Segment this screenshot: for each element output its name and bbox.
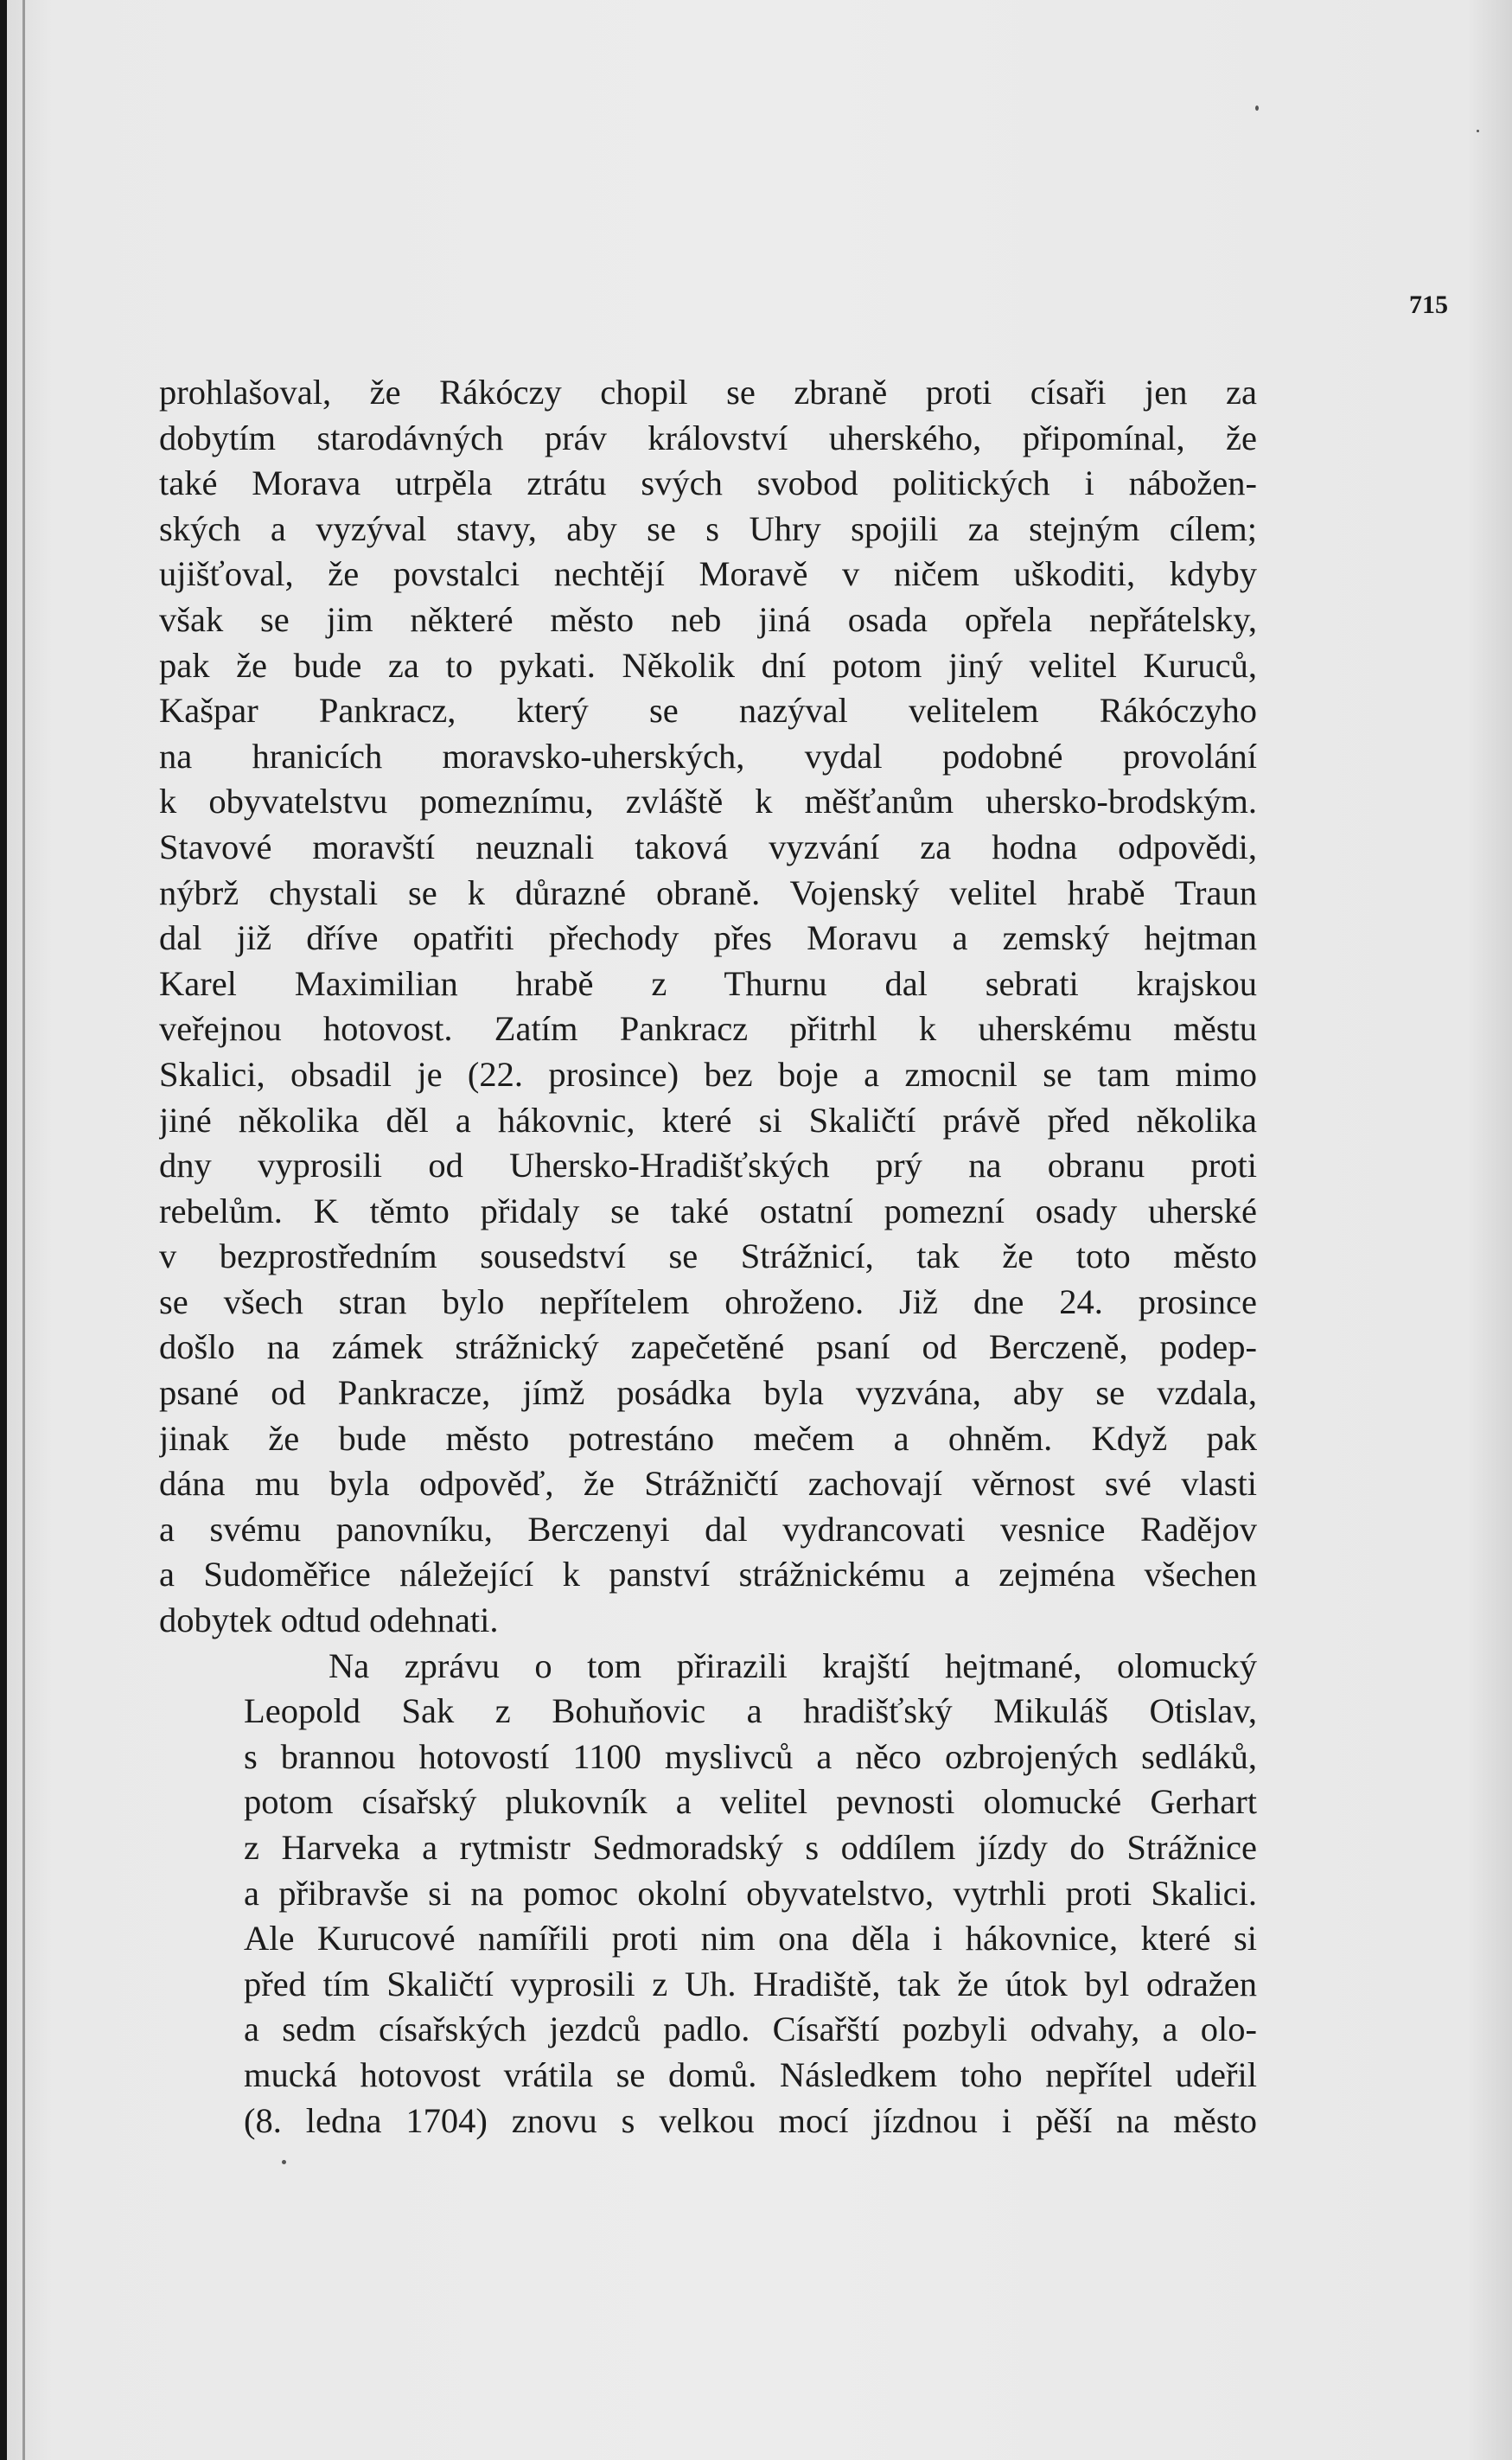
text-line: Stavové moravští neuznali taková vyzvání za hodna odpovědi, — [159, 827, 1257, 866]
text-line: na hranicích moravsko-uherských, vydal podobné provolání — [159, 736, 1257, 776]
text-line: ujišťoval, že povstalci nechtějí Moravě v ničem uškoditi, kdyby — [159, 554, 1257, 594]
text-line: dny vyprosili od Uhersko-Hradišťských prý na obranu proti — [159, 1146, 1257, 1185]
text-line: a svému panovníku, Berczenyi dal vydrancovati vesnice Radějov — [159, 1509, 1257, 1549]
text-line: a sedm císařských jezdců padlo. Císařští pozbyli odvahy, a olo- — [244, 2010, 1257, 2049]
text-line: jinak že bude město potrestáno mečem a ohněm. Když pak — [159, 1418, 1257, 1458]
text-line: psané od Pankracze, jímž posádka byla vyzvána, aby se vzdala, — [159, 1373, 1257, 1413]
text-line: došlo na zámek strážnický zapečetěné psaní od Berczeně, podep- — [159, 1327, 1257, 1367]
paragraph-2 — [159, 1644, 1257, 2144]
text-line: z Harveka a rytmistr Sedmoradský s oddílem jízdy do Strážnice — [244, 1828, 1257, 1867]
text-line: veřejnou hotovost. Zatím Pankracz přitrhl k uherskému městu — [159, 1009, 1257, 1049]
text-line: ských a vyzýval stavy, aby se s Uhry spojili za stejným cílem; — [159, 508, 1257, 548]
text-line: jiné několika děl a hákovnic, které si Skaličtí právě před několika — [159, 1100, 1257, 1140]
text-line: před tím Skaličtí vyprosili z Uh. Hradiště, tak že útok byl odražen — [244, 1964, 1257, 2003]
text-line: také Morava utrpěla ztrátu svých svobod politických i nábožen- — [159, 463, 1257, 503]
text-line: a Sudoměřice náležející k panství strážnickému a zejména všechen — [159, 1555, 1257, 1594]
scan-speck — [282, 2160, 286, 2164]
text-line: s brannou hotovostí 1100 myslivců a něco ozbrojených sedláků, — [244, 1736, 1257, 1776]
text-line: však se jim některé město neb jiná osada opřela nepřátelsky, — [159, 599, 1257, 639]
text-line: Na zprávu o tom přirazili krajští hejtmané, olomucký — [329, 1645, 1257, 1685]
text-line: nýbrž chystali se k důrazné obraně. Vojenský velitel hrabě Traun — [159, 872, 1257, 912]
text-line: dal již dříve opatřiti přechody přes Moravu a zemský hejtman — [159, 918, 1257, 958]
book-page — [7, 0, 1512, 2460]
text-line: k obyvatelstvu pomeznímu, zvláště k měšťanům uhersko-brodským. — [159, 782, 1257, 821]
text-line: dobytek odtud odehnati. — [159, 1601, 499, 1640]
text-line: dána mu byla odpověď, že Strážničtí zachovají věrnost své vlasti — [159, 1464, 1257, 1504]
text-line: Karel Maximilian hrabě z Thurnu dal sebrati krajskou — [159, 963, 1257, 1003]
text-line: potom císařský plukovník a velitel pevnosti olomucké Gerhart — [244, 1782, 1257, 1822]
text-line: rebelům. K těmto přidaly se také ostatní pomezní osady uherské — [159, 1191, 1257, 1230]
text-line: Ale Kurucové namířili proti nim ona děla i hákovnice, které si — [244, 1919, 1257, 1958]
text-line: (8. ledna 1704) znovu s velkou mocí jízdnou i pěší na město — [244, 2100, 1257, 2140]
page-gutter-edge — [22, 0, 25, 2460]
text-line: pak že bude za to pykati. Několik dní potom jiný velitel Kuruců, — [159, 645, 1257, 685]
scan-speck — [1477, 130, 1479, 132]
text-line: a přibravše si na pomoc okolní obyvatelstvo, vytrhli proti Skalici. — [244, 1873, 1257, 1913]
body-text — [159, 370, 1257, 2144]
page-number: 715 — [1409, 291, 1448, 319]
paragraph-1 — [159, 370, 1257, 1644]
text-line: Kašpar Pankracz, který se nazýval velitelem Rákóczyho — [159, 691, 1257, 731]
scan-speck — [1255, 105, 1259, 111]
text-line: v bezprostředním sousedství se Strážnicí, tak že toto město — [159, 1236, 1257, 1276]
text-line: mucká hotovost vrátila se domů. Následkem toho nepřítel udeřil — [244, 2054, 1257, 2094]
text-line: Skalici, obsadil je (22. prosince) bez boje a zmocnil se tam mimo — [159, 1054, 1257, 1094]
text-line: dobytím starodávných práv království uherského, připomínal, že — [159, 418, 1257, 457]
text-line: prohlašoval, že Rákóczy chopil se zbraně proti císaři jen za — [159, 373, 1257, 412]
text-line: se všech stran bylo nepřítelem ohroženo. Již dne 24. prosince — [159, 1281, 1257, 1321]
text-line: Leopold Sak z Bohuňovic a hradišťský Mikuláš Otislav, — [244, 1691, 1257, 1731]
